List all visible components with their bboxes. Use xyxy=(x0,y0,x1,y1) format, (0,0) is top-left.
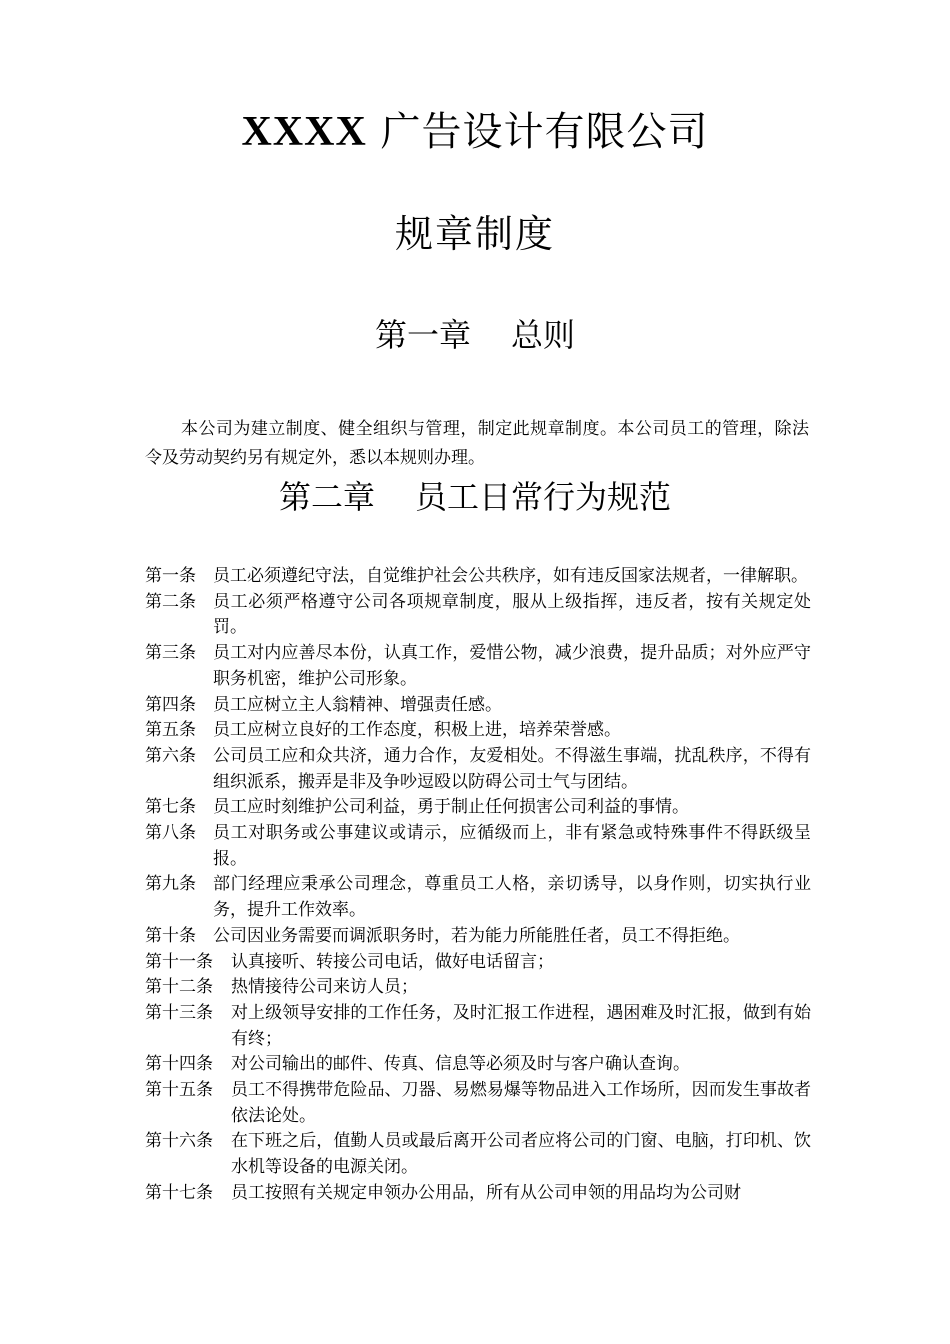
article-text: 员工对内应善尽本份，认真工作，爱惜公物，减少浪费，提升品质；对外应严守职务机密，维护公司形象。 xyxy=(213,643,811,689)
article-number: 第八条 xyxy=(145,823,196,844)
article-text: 在下班之后，值勤人员或最后离开公司者应将公司的门窗、电脑，打印机、饮水机等设备的电源关闭。 xyxy=(231,1131,811,1178)
article-item xyxy=(145,718,811,744)
article-text: 认真接听、转接公司电话，做好电话留言； xyxy=(231,951,554,972)
article-text: 员工应时刻维护公司利益，勇于制止任何损害公司利益的事情。 xyxy=(213,797,689,818)
article-text: 公司员工应和众共济，通力合作，友爱相处。不得滋生事端，扰乱秩序，不得有组织派系，搬弄是非及争吵逗殴以防碍公司士气与团结。 xyxy=(213,745,811,792)
company-name-title xyxy=(0,104,950,160)
article-item xyxy=(145,641,811,692)
article-number: 第五条 xyxy=(145,720,196,741)
chapter-2-heading xyxy=(0,474,950,520)
article-text: 员工不得携带危险品、刀器、易燃易爆等物品进入工作场所，因而发生事故者依法论处。 xyxy=(231,1080,811,1126)
article-item xyxy=(145,1052,811,1078)
article-item xyxy=(145,1181,811,1207)
chapter-2-title: 员工日常行为规范 xyxy=(415,478,672,516)
article-number: 第十条 xyxy=(145,925,196,946)
article-item xyxy=(145,1001,811,1052)
article-number: 第十一条 xyxy=(145,951,213,972)
article-text: 员工对职务或公事建议或请示，应循级而上，非有紧急或特殊事件不得跃级呈报。 xyxy=(213,823,811,869)
article-text: 员工必须严格遵守公司各项规章制度，服从上级指挥，违反者，按有关规定处罚。 xyxy=(213,591,811,638)
article-item xyxy=(145,924,811,950)
chapter-1-intro-paragraph: 本公司为建立制度、健全组织与管理，制定此规章制度。本公司员工的管理，除法令及劳动契约另有规定外，悉以本规则办理。 xyxy=(145,419,809,468)
article-number: 第十三条 xyxy=(145,1002,213,1023)
article-number: 第十五条 xyxy=(145,1080,213,1101)
document-title: 规章制度 xyxy=(394,212,555,256)
article-number: 第十七条 xyxy=(145,1182,213,1203)
chapter-1-heading xyxy=(0,312,950,358)
article-item xyxy=(145,1129,811,1180)
article-list xyxy=(145,564,811,1207)
article-number: 第七条 xyxy=(145,797,196,818)
article-number: 第四条 xyxy=(145,694,196,715)
article-item xyxy=(145,975,811,1001)
chapter-1-number: 第一章 xyxy=(374,316,471,354)
article-text: 部门经理应秉承公司理念，尊重员工人格，亲切诱导，以身作则，切实执行业务，提升工作效率。 xyxy=(213,874,811,921)
article-text: 对公司输出的邮件、传真、信息等必须及时与客户确认查询。 xyxy=(231,1054,690,1075)
article-number: 第十六条 xyxy=(145,1131,213,1152)
article-text: 员工应树立良好的工作态度，积极上进，培养荣誉感。 xyxy=(213,720,621,741)
chapter-1-title: 总则 xyxy=(511,316,576,354)
article-item xyxy=(145,795,811,821)
article-item xyxy=(145,693,811,719)
article-number: 第二条 xyxy=(145,591,196,612)
article-text: 员工按照有关规定申领办公用品，所有从公司申领的用品均为公司财 xyxy=(231,1182,741,1203)
article-number: 第九条 xyxy=(145,874,196,895)
article-text: 热情接待公司来访人员； xyxy=(231,977,418,998)
company-name-latin: XXXX xyxy=(241,109,367,155)
article-item xyxy=(145,872,811,923)
article-number: 第三条 xyxy=(145,643,196,664)
article-text: 公司因业务需要而调派职务时，若为能力所能胜任者，员工不得拒绝。 xyxy=(213,925,740,946)
article-number: 第十四条 xyxy=(145,1054,213,1075)
article-item xyxy=(145,950,811,976)
article-number: 第一条 xyxy=(145,566,196,586)
company-name-cjk: 广告设计有限公司 xyxy=(380,109,709,155)
article-item xyxy=(145,590,811,641)
article-number: 第六条 xyxy=(145,745,196,766)
article-item xyxy=(145,821,811,872)
article-text: 员工必须遵纪守法，自觉维护社会公共秩序，如有违反国家法规者，一律解职。 xyxy=(213,566,808,586)
article-item xyxy=(145,744,811,795)
chapter-2-number: 第二章 xyxy=(278,478,375,516)
article-item xyxy=(145,564,811,590)
article-number: 第十二条 xyxy=(145,977,213,998)
article-item xyxy=(145,1078,811,1129)
article-text: 对上级领导安排的工作任务，及时汇报工作进程，遇困难及时汇报，做到有始有终； xyxy=(231,1002,811,1049)
article-text: 员工应树立主人翁精神、增强责任感。 xyxy=(213,694,502,715)
